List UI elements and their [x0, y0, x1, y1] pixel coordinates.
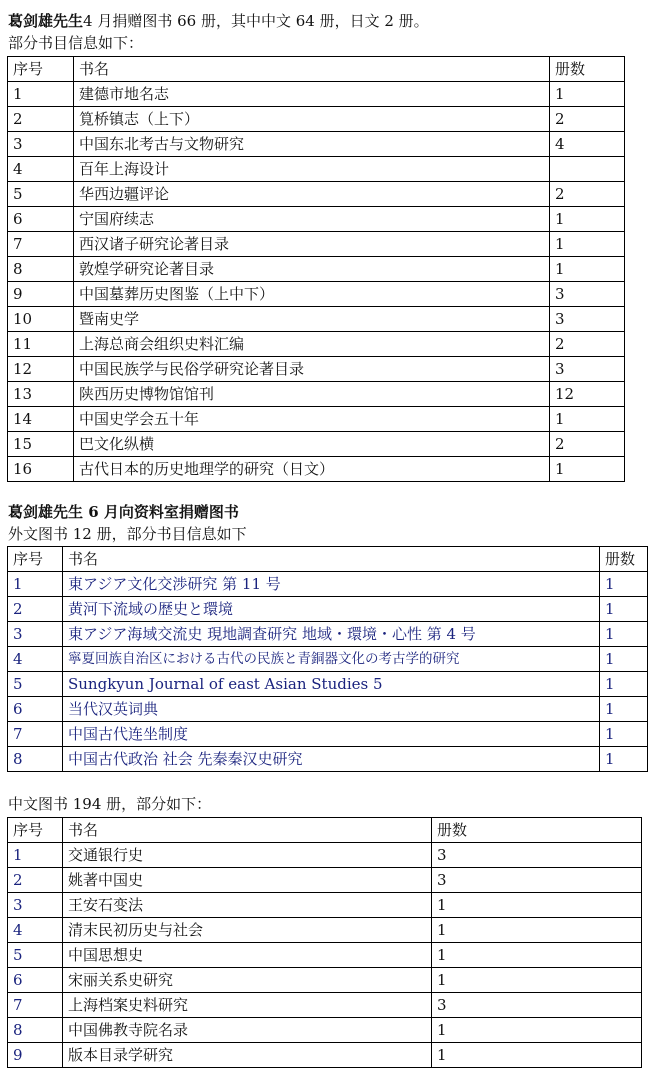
volume-count: 1 — [550, 457, 625, 482]
row-index: 6 — [8, 968, 63, 993]
book-title: 宁国府续志 — [74, 207, 550, 232]
col-header-title: 书名 — [63, 547, 600, 572]
volume-count: 1 — [550, 82, 625, 107]
volume-count: 1 — [432, 918, 642, 943]
table-row — [8, 868, 642, 893]
book-title: 中国古代政治 社会 先秦秦汉史研究 — [63, 747, 600, 772]
table-row — [8, 307, 625, 332]
table-row — [8, 432, 625, 457]
section2-table — [7, 546, 648, 772]
col-header-count: 册数 — [550, 57, 625, 82]
row-index: 16 — [8, 457, 74, 482]
section1-table — [7, 56, 625, 482]
volume-count: 1 — [550, 407, 625, 432]
book-title: 巴文化纵横 — [74, 432, 550, 457]
row-index: 1 — [8, 82, 74, 107]
volume-count: 1 — [600, 697, 648, 722]
col-header-count: 册数 — [600, 547, 648, 572]
col-header-count: 册数 — [432, 818, 642, 843]
table-row — [8, 697, 648, 722]
table-row — [8, 893, 642, 918]
row-index: 4 — [8, 647, 63, 672]
volume-count: 1 — [600, 622, 648, 647]
volume-count: 3 — [432, 843, 642, 868]
table-header-row — [8, 547, 648, 572]
table-row — [8, 357, 625, 382]
row-index: 12 — [8, 357, 74, 382]
book-title: 百年上海设计 — [74, 157, 550, 182]
row-index: 8 — [8, 257, 74, 282]
section1-subheading: 部分书目信息如下： — [8, 34, 144, 52]
row-index: 11 — [8, 332, 74, 357]
volume-count: 1 — [600, 672, 648, 697]
book-title: 中国古代连坐制度 — [63, 722, 600, 747]
row-index: 7 — [8, 993, 63, 1018]
table-row — [8, 332, 625, 357]
book-title: 上海总商会组织史料汇编 — [74, 332, 550, 357]
volume-count: 3 — [432, 993, 642, 1018]
col-header-index: 序号 — [8, 818, 63, 843]
table-row — [8, 382, 625, 407]
book-title: 古代日本的历史地理学的研究（日文） — [74, 457, 550, 482]
col-header-title: 书名 — [74, 57, 550, 82]
table-row — [8, 918, 642, 943]
volume-count: 3 — [550, 282, 625, 307]
book-title: 陕西历史博物馆馆刊 — [74, 382, 550, 407]
row-index: 8 — [8, 747, 63, 772]
book-title: 中国民族学与民俗学研究论著目录 — [74, 357, 550, 382]
row-index: 3 — [8, 132, 74, 157]
col-header-index: 序号 — [8, 57, 74, 82]
book-title: 王安石变法 — [63, 893, 432, 918]
row-index: 4 — [8, 918, 63, 943]
book-title: 中国佛教寺院名录 — [63, 1018, 432, 1043]
row-index: 5 — [8, 182, 74, 207]
book-title: 上海档案史料研究 — [63, 993, 432, 1018]
volume-count: 1 — [600, 597, 648, 622]
book-title: 中国思想史 — [63, 943, 432, 968]
volume-count: 3 — [550, 357, 625, 382]
row-index: 1 — [8, 843, 63, 868]
row-index: 7 — [8, 722, 63, 747]
table-row — [8, 622, 648, 647]
row-index: 6 — [8, 697, 63, 722]
table-header-row — [8, 818, 642, 843]
volume-count: 2 — [550, 182, 625, 207]
book-title: Sungkyun Journal of east Asian Studies 5 — [63, 672, 600, 697]
row-index: 9 — [8, 1043, 63, 1068]
table-row — [8, 843, 642, 868]
table-row — [8, 572, 648, 597]
volume-count: 1 — [600, 572, 648, 597]
volume-count: 2 — [550, 107, 625, 132]
volume-count — [550, 157, 625, 182]
section3-table — [7, 817, 642, 1068]
row-index: 2 — [8, 597, 63, 622]
row-index: 15 — [8, 432, 74, 457]
table-row — [8, 993, 642, 1018]
book-title: 筧桥镇志（上下） — [74, 107, 550, 132]
table-row — [8, 232, 625, 257]
section3-subheading: 中文图书 194 册，部分如下： — [8, 795, 212, 813]
book-title: 交通银行史 — [63, 843, 432, 868]
row-index: 10 — [8, 307, 74, 332]
book-title: 华西边疆评论 — [74, 182, 550, 207]
table-row — [8, 132, 625, 157]
table-row — [8, 182, 625, 207]
table-row — [8, 1043, 642, 1068]
row-index: 8 — [8, 1018, 63, 1043]
volume-count: 1 — [432, 943, 642, 968]
col-header-title: 书名 — [63, 818, 432, 843]
col-header-index: 序号 — [8, 547, 63, 572]
book-title: 東アジア海域交流史 現地調査研究 地域・環境・心性 第 4 号 — [63, 622, 600, 647]
table-row — [8, 207, 625, 232]
row-index: 5 — [8, 672, 63, 697]
table-row — [8, 282, 625, 307]
book-title: 東アジア文化交渉研究 第 11 号 — [63, 572, 600, 597]
book-title: 敦煌学研究论著目录 — [74, 257, 550, 282]
table-row — [8, 407, 625, 432]
volume-count: 1 — [432, 1043, 642, 1068]
table-row — [8, 157, 625, 182]
section1-heading-rest: 4 月捐赠图书 66 册，其中中文 64 册，日文 2 册。 — [83, 12, 429, 30]
table-row — [8, 647, 648, 672]
book-title: 中国东北考古与文物研究 — [74, 132, 550, 157]
book-title: 姚著中国史 — [63, 868, 432, 893]
row-index: 14 — [8, 407, 74, 432]
book-title: 西汉诸子研究论著目录 — [74, 232, 550, 257]
volume-count: 1 — [600, 722, 648, 747]
volume-count: 1 — [600, 647, 648, 672]
row-index: 2 — [8, 868, 63, 893]
section2-subheading: 外文图书 12 册，部分书目信息如下 — [8, 525, 247, 543]
row-index: 5 — [8, 943, 63, 968]
table-row — [8, 747, 648, 772]
table-header-row — [8, 57, 625, 82]
volume-count: 2 — [550, 332, 625, 357]
volume-count: 3 — [550, 307, 625, 332]
book-title: 中国墓葬历史图鉴（上中下） — [74, 282, 550, 307]
row-index: 3 — [8, 893, 63, 918]
row-index: 4 — [8, 157, 74, 182]
book-title: 中国史学会五十年 — [74, 407, 550, 432]
table-row — [8, 968, 642, 993]
row-index: 13 — [8, 382, 74, 407]
row-index: 2 — [8, 107, 74, 132]
table-row — [8, 82, 625, 107]
book-title: 建德市地名志 — [74, 82, 550, 107]
table-row — [8, 1018, 642, 1043]
row-index: 3 — [8, 622, 63, 647]
book-title: 寧夏回族自治区における古代の民族と青銅器文化の考古学的研究 — [63, 647, 600, 672]
row-index: 9 — [8, 282, 74, 307]
table-row — [8, 943, 642, 968]
book-title: 宋丽关系史研究 — [63, 968, 432, 993]
volume-count: 1 — [600, 747, 648, 772]
row-index: 1 — [8, 572, 63, 597]
table-row — [8, 672, 648, 697]
table-row — [8, 107, 625, 132]
volume-count: 1 — [432, 968, 642, 993]
volume-count: 2 — [550, 432, 625, 457]
book-title: 当代汉英词典 — [63, 697, 600, 722]
volume-count: 1 — [550, 207, 625, 232]
volume-count: 1 — [432, 893, 642, 918]
volume-count: 3 — [432, 868, 642, 893]
section2-heading: 葛剑雄先生 6 月向资料室捐赠图书 — [8, 503, 239, 521]
row-index: 7 — [8, 232, 74, 257]
row-index: 6 — [8, 207, 74, 232]
table-row — [8, 257, 625, 282]
book-title: 版本目录学研究 — [63, 1043, 432, 1068]
volume-count: 1 — [550, 232, 625, 257]
book-title: 暨南史学 — [74, 307, 550, 332]
volume-count: 4 — [550, 132, 625, 157]
table-row — [8, 597, 648, 622]
section1-heading — [8, 12, 429, 30]
volume-count: 1 — [432, 1018, 642, 1043]
table-row — [8, 457, 625, 482]
volume-count: 1 — [550, 257, 625, 282]
table-row — [8, 722, 648, 747]
section1-heading-bold: 葛剑雄先生 — [8, 12, 84, 30]
volume-count: 12 — [550, 382, 625, 407]
book-title: 黄河下流域の歴史と環境 — [63, 597, 600, 622]
book-title: 清末民初历史与社会 — [63, 918, 432, 943]
